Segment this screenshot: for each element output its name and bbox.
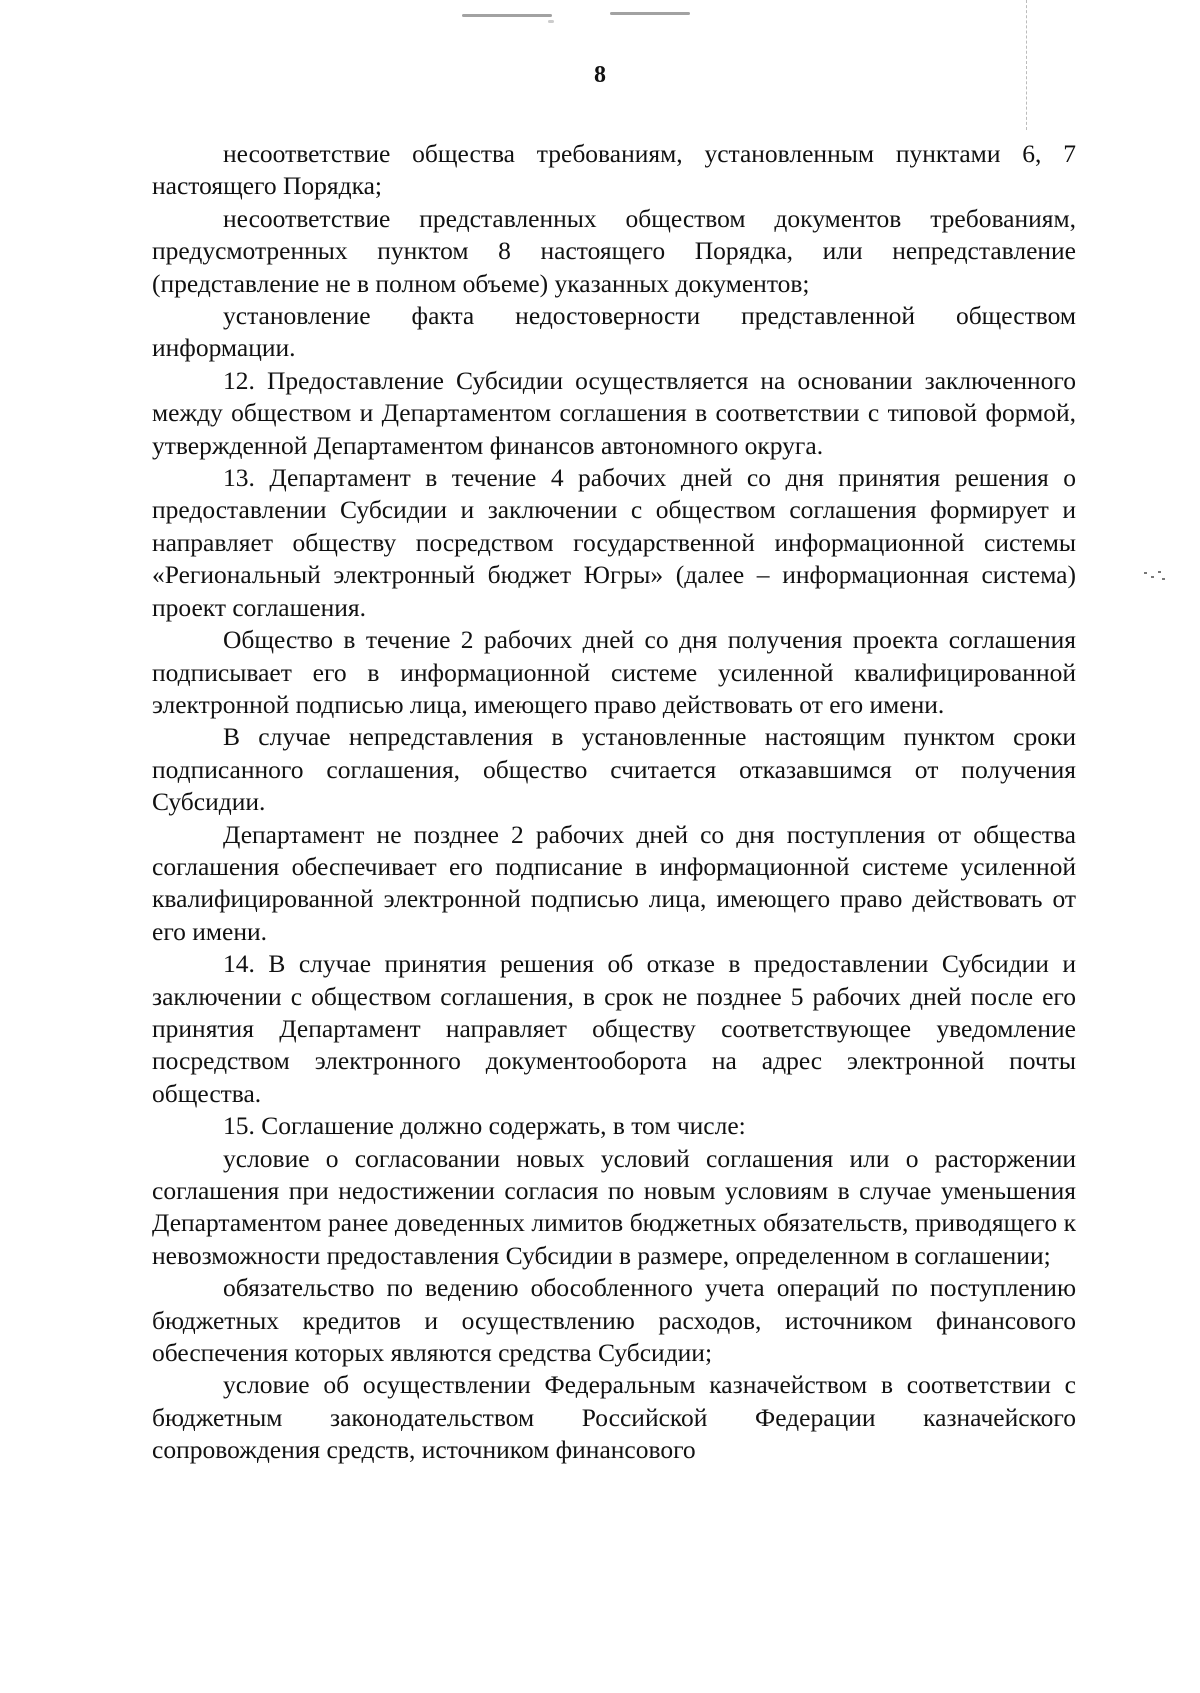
paragraph: условие об осуществлении Федеральным казначейством в соответствии с бюджетным законодательством Российской Федерации казначейского сопровождения средств, источником финансового <box>152 1370 1076 1465</box>
paragraph: несоответствие общества требованиям, установленным пунктами 6, 7 настоящего Порядка; <box>152 139 1076 201</box>
paragraph: несоответствие представленных обществом документов требованиям, предусмотренных пунктом 8 настоящего Порядка, или непредставление (представление не в полном объеме) указанных документов; <box>152 203 1076 298</box>
document-body <box>152 138 1076 1467</box>
paragraph: В случае непредставления в установленные настоящим пунктом сроки подписанного соглашения, общество считается отказавшимся от получения Субсидии. <box>152 722 1076 817</box>
paragraph: установление факта недостоверности представленной обществом информации. <box>152 301 1076 363</box>
paragraph: 15. Соглашение должно содержать, в том числе: <box>223 1111 746 1141</box>
paragraph: условие о согласовании новых условий соглашения или о расторжении соглашения при недостижении согласия по новым условиям в случае уменьшения Департаментом ранее доведенных лимитов бюджетных обязательств, приводящего к невозможности предоставления Субсидии в размере, определенном в соглашении; <box>152 1143 1076 1270</box>
paragraph: 14. В случае принятия решения об отказе в предоставлении Субсидии и заключении с обществом соглашения, в срок не позднее 5 рабочих дней после его принятия Департамент направляет обществу соответствующее уведомление посредством электронного документооборота на адрес электронной почты общества. <box>152 949 1076 1108</box>
scan-artifact <box>1142 568 1168 584</box>
paragraph: Департамент не позднее 2 рабочих дней со дня поступления от общества соглашения обеспечивает его подписание в информационной системе усиленной квалифицированной электронной подписью лица, имеющего право действовать от его имени. <box>152 819 1076 946</box>
page-number: 8 <box>594 62 606 88</box>
paragraph: обязательство по ведению обособленного учета операций по поступлению бюджетных кредитов и осуществлению расходов, источником финансового обеспечения которых являются средства Субсидии; <box>152 1273 1076 1368</box>
paragraph: Общество в течение 2 рабочих дней со дня получения проекта соглашения подписывает его в информационной системе усиленной квалифицированной электронной подписью лица, имеющего право действовать от его имени. <box>152 625 1076 719</box>
scan-artifact <box>460 6 760 26</box>
paragraph: 13. Департамент в течение 4 рабочих дней со дня принятия решения о предоставлении Субсидии и заключении с обществом соглашения формирует и направляет обществу посредством государственной информационной системы «Региональный электронный бюджет Югры» (далее – информационная система) проект соглашения. <box>152 463 1076 622</box>
paragraph: 12. Предоставление Субсидии осуществляется на основании заключенного между обществом и Департаментом соглашения в соответствии с типовой формой, утвержденной Департаментом финансов автономного округа. <box>152 365 1076 460</box>
